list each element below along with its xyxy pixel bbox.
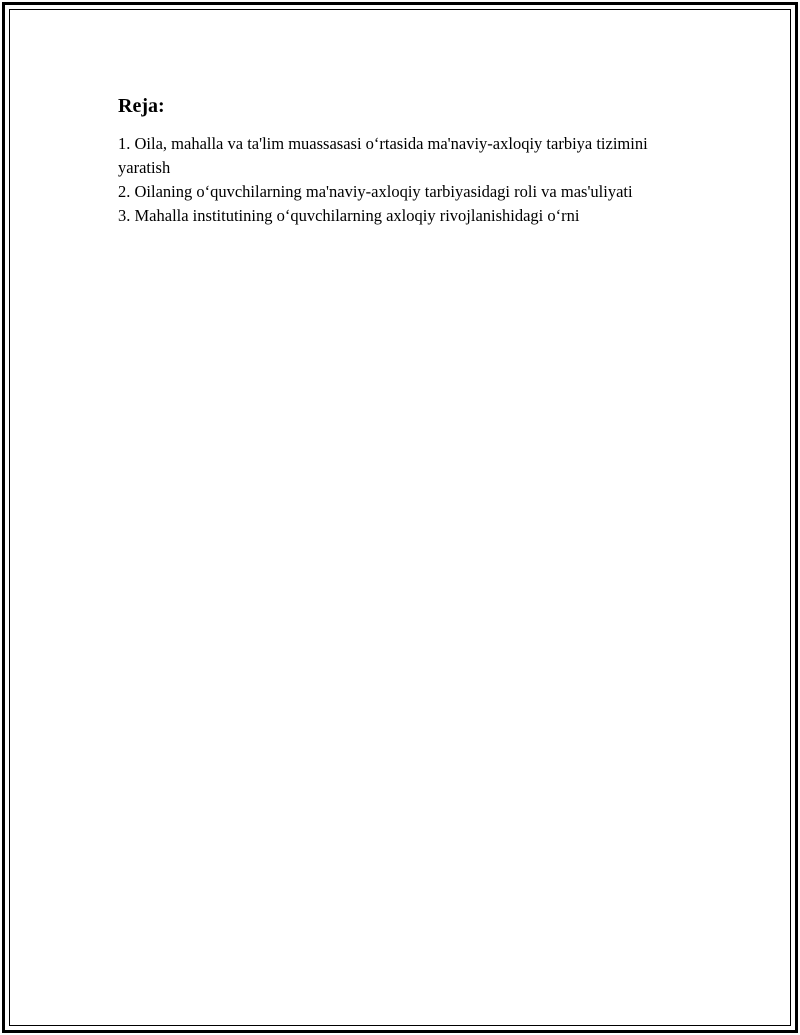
plan-list <box>118 132 678 228</box>
document-body <box>118 92 678 228</box>
plan-heading: Reja: <box>118 95 165 117</box>
plan-item-1: 1. Oila, mahalla va ta'lim muassasasi o‘rtasida ma'naviy-axloqiy tarbiya tizimini yaratish <box>118 134 648 177</box>
plan-item-3: 3. Mahalla institutining o‘quvchilarning axloqiy rivojlanishidagi o‘rni <box>118 206 580 225</box>
plan-item-2: 2. Oilaning o‘quvchilarning ma'naviy-axloqiy tarbiyasidagi roli va mas'uliyati <box>118 182 633 201</box>
